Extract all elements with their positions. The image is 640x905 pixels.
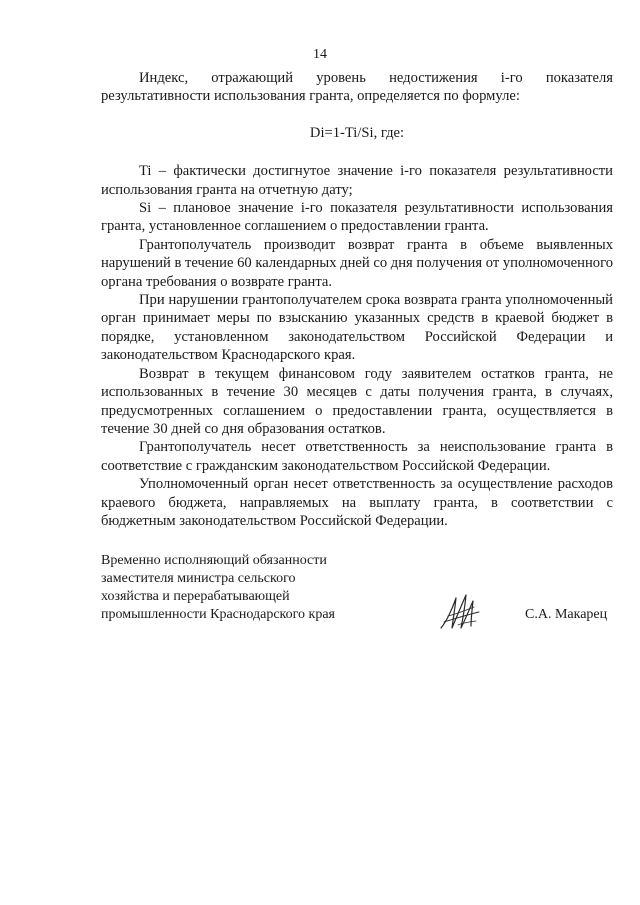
signature-block: [101, 552, 621, 632]
paragraph-recipient-responsibility: Грантополучатель несет ответственность за неиспользование гранта в соответствие с гражданским законодательством Российской Федерации.: [101, 439, 613, 474]
signer-position-line: Временно исполняющий обязанности: [101, 553, 327, 568]
paragraph-index-definition: Индекс, отражающий уровень недостижения i-го показателя результативности использования гранта, определяется по формуле:: [101, 70, 613, 105]
page-number: 14: [313, 47, 327, 62]
paragraph-return-violation: При нарушении грантополучателем срока возврата гранта уполномоченный орган принимает меры по взысканию указанных средств в краевой бюджет в порядке, установленном законодательством Российской Федерации и законодательством Краснодарского края.: [101, 292, 613, 364]
signer-position: [101, 552, 335, 624]
document-body: [101, 69, 613, 530]
paragraph-authority-responsibility: Уполномоченный орган несет ответственность за осуществление расходов краевого бюджета, направляемых на выплату гранта, в соответствии с бюджетным законодательством Российской Федерации.: [101, 476, 613, 529]
signer-position-line: заместителя министра сельского: [101, 571, 296, 586]
handwritten-signature: [438, 592, 482, 632]
signer-position-line: промышленности Краснодарского края: [101, 607, 335, 622]
formula: Di=1-Ti/Si, где:: [309, 124, 405, 141]
paragraph-si-definition: Si – плановое значение i-го показателя результативности использования гранта, установленное соглашением о предоставлении гранта.: [101, 200, 613, 235]
paragraph-grant-return: Грантополучатель производит возврат гранта в объеме выявленных нарушений в течение 60 календарных дней со дня получения от уполномоченного органа требования о возврате гранта.: [101, 236, 613, 290]
signer-position-line: хозяйства и перерабатывающей: [101, 589, 290, 604]
signer-name: С.А. Макарец: [525, 607, 608, 622]
paragraph-ti-definition: Ti – фактически достигнутое значение i-го показателя результативности использования гранта на отчетную дату;: [101, 163, 613, 198]
paragraph-remaining-balance: Возврат в текущем финансовом году заявителем остатков гранта, не использованных в течение 30 месяцев с даты получения гранта, в случаях, предусмотренных соглашением о предоставлении гранта, осуществляется в течение 30 дней со дня образования остатков.: [101, 365, 613, 437]
